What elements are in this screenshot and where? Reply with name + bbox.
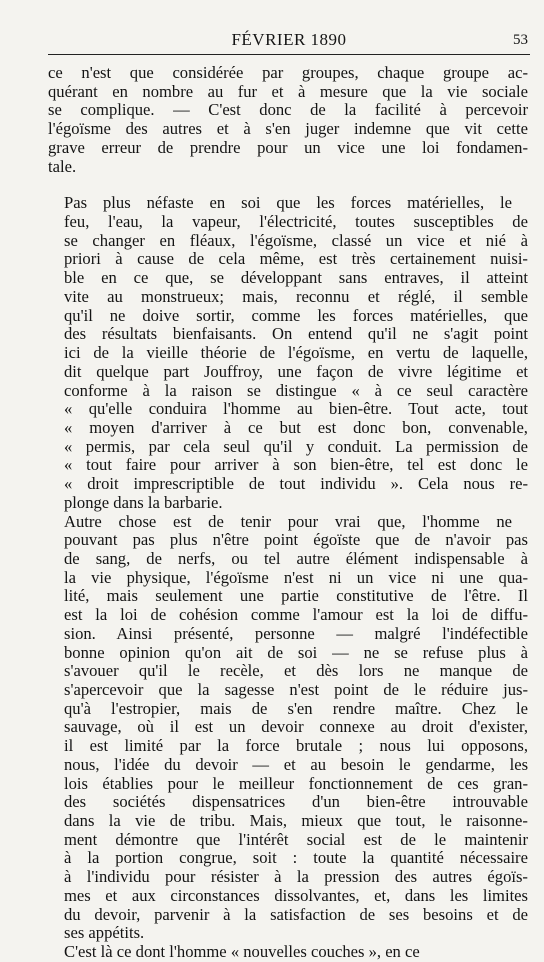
- text-line: des résultats bienfaisants. On entend qu'il ne s'agit point: [64, 324, 528, 344]
- text-line: vite au monstrueux; mais, reconnu et réglé, il semble: [64, 286, 529, 306]
- text-line: il est limité par la force brutale ; nous lui opposons,: [64, 736, 528, 756]
- text-line: lois établies pour le meilleur fonctionnement de ces gran-: [64, 773, 529, 793]
- body-text: [48, 64, 528, 962]
- text-line: Autre chose est de tenir pour vrai que, l'homme ne: [64, 511, 512, 531]
- text-line: s'avouer qu'il le recèle, et dès lors ne manque de: [64, 661, 529, 681]
- text-line: pouvant pas plus n'être point égoïste que de n'avoir pas: [64, 530, 528, 550]
- paragraph: [48, 943, 528, 962]
- text-line: sauvage, où il est un devoir connexe au droit d'exister,: [64, 717, 529, 737]
- text-line: ses appétits.: [64, 923, 145, 943]
- running-title: FÉVRIER 1890: [231, 30, 347, 49]
- text-line: à l'individu pour résister à la pression des autres égoïs-: [64, 867, 528, 887]
- text-line: est la loi de cohésion comme l'amour est la loi de diffu-: [64, 605, 529, 625]
- text-line: « moyen d'arriver à ce but est donc bon, convenable,: [64, 417, 528, 437]
- page-header: [48, 28, 530, 55]
- text-line: plonge dans la barbarie.: [64, 492, 223, 512]
- text-line: s'apercevoir que la sagesse n'est point de le réduire jus-: [64, 680, 529, 699]
- text-line: dit quelque part Jouffroy, une façon de vivre légitime et: [64, 361, 529, 381]
- text-line: la vie physique, l'égoïsme n'est ni un vice ni une qua-: [64, 567, 529, 587]
- text-line: l'égoïsme des autres et à s'en juger indemne que vit cette: [48, 119, 528, 139]
- text-line: lité, mais seulement une partie constitutive de l'être. Il: [64, 586, 528, 606]
- text-line: ce n'est que considérée par groupes, chaque groupe ac-: [48, 63, 528, 82]
- text-line: tale.: [48, 156, 77, 176]
- text-line: de sang, de nerfs, ou tel autre élément indispensable à: [64, 548, 529, 568]
- text-line: grave erreur de prendre pour un vice une loi fondamen-: [48, 137, 528, 157]
- text-line: qu'à l'estropier, mais de s'en rendre maître. Chez le: [64, 698, 528, 718]
- text-line: sion. Ainsi présenté, personne — malgré l'indéfectible: [64, 623, 528, 643]
- text-line: du devoir, parvenir à la satisfaction de ses besoins et de: [64, 904, 529, 924]
- text-line: nous, l'idée du devoir — et au besoin le gendarme, les: [64, 754, 529, 774]
- text-line: ment démontre que l'intérêt social est de le maintenir: [64, 829, 528, 849]
- text-line: quérant en nombre au fur et à mesure que la vie sociale: [48, 81, 529, 101]
- text-line: « qu'elle conduira l'homme au bien-être. Tout acte, tout: [64, 399, 529, 419]
- text-line: se complique. — C'est donc de la facilité à percevoir: [48, 100, 529, 120]
- text-line: bonne opinion qu'on ait de soi — ne se refuse plus à: [64, 642, 529, 662]
- text-line: « permis, par cela seul qu'il y conduit. La permission de: [64, 436, 529, 456]
- text-line: feu, l'eau, la vapeur, l'électricité, toutes susceptibles de: [64, 212, 528, 232]
- text-line: C'est là ce dont l'homme « nouvelles couches », en ce: [64, 942, 420, 962]
- text-line: dans la vie de tribu. Mais, mieux que tout, le raisonne-: [64, 811, 528, 831]
- text-line: Pas plus néfaste en soi que les forces matérielles, le: [64, 193, 513, 213]
- page-number: 53: [513, 32, 528, 48]
- text-line: ici de la vieille théorie de l'égoïsme, en vertu de laquelle,: [64, 343, 529, 363]
- text-line: « droit imprescriptible de tout individu ». Cela nous re-: [64, 474, 529, 494]
- text-line: priori à cause de cela même, est très certainement nuisi-: [64, 249, 528, 269]
- text-line: mes et aux circonstances dissolvantes, et, dans les limites: [64, 885, 529, 905]
- text-line: ble en ce que, se développant sans entraves, il atteint: [64, 268, 529, 288]
- paragraph: [48, 194, 528, 512]
- text-line: « tout faire pour arriver à son bien-être, tel est donc le: [64, 455, 529, 475]
- text-line: à la portion congrue, soit : toute la quantité nécessaire: [64, 848, 528, 868]
- paragraph: [48, 513, 528, 944]
- text-line: des sociétés dispensatrices d'un bien-être introuvable: [64, 792, 528, 812]
- paragraph: [48, 64, 528, 176]
- text-line: conforme à la raison se distingue « à ce seul caractère: [64, 380, 528, 400]
- text-line: qu'il ne doive sortir, comme les forces matérielles, que: [64, 305, 528, 325]
- text-line: se changer en fléaux, l'égoïsme, classé un vice et nié à: [64, 230, 529, 250]
